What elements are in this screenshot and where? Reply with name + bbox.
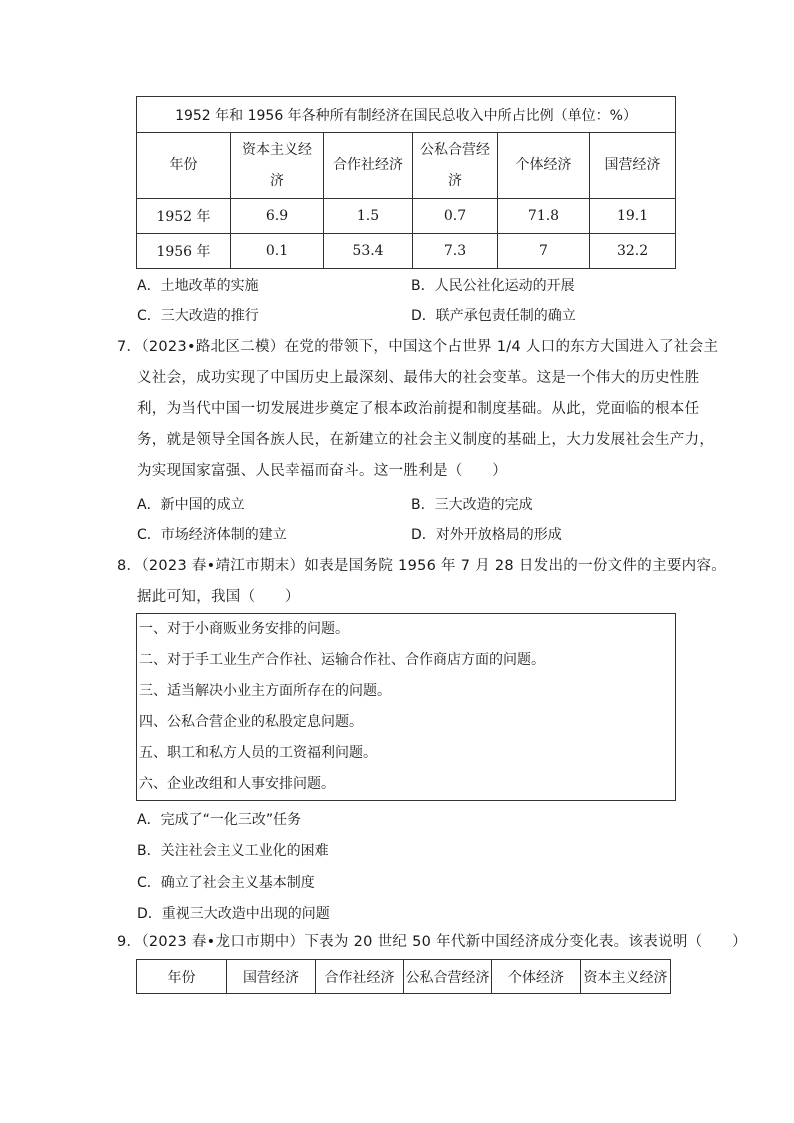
q8-option-b[interactable]: B．关注社会主义工业化的困难	[137, 843, 329, 859]
table-header-cell: 年份	[137, 960, 227, 994]
q7-option-b[interactable]: B．三大改造的完成	[411, 497, 533, 513]
q7-line: 为实现国家富强、人民幸福而奋斗。这一胜利是（ ）	[137, 463, 507, 479]
q9-stem	[117, 927, 747, 958]
economy-table	[136, 959, 671, 994]
q8-option-c[interactable]: C．确立了社会主义基本制度	[137, 875, 315, 891]
q9-line: 9．（2023 春•龙口市期中）下表为 20 世纪 50 年代新中国经济成分变化表。该表说明（ ）	[117, 934, 747, 950]
q6-option-c[interactable]: C．三大改造的推行	[137, 308, 259, 324]
table-header-cell: 公私合营经 济	[413, 133, 498, 199]
income-ratio-table	[136, 96, 676, 269]
table-cell: 32.2	[590, 234, 676, 269]
table-cell: 0.7	[413, 199, 498, 234]
table-cell: 1956 年	[137, 234, 231, 269]
table-header-cell: 资本主义经 济	[231, 133, 324, 199]
table-title: 1952 年和 1956 年各种所有制经济在国民总收入中所占比例（单位：%）	[137, 97, 676, 133]
table-row	[137, 199, 676, 234]
q6-option-d[interactable]: D．联产承包责任制的确立	[411, 308, 576, 324]
q8-option-a[interactable]: A．完成了“一化三改”任务	[137, 812, 302, 828]
q8-box-item: 一、对于小商贩业务安排的问题。	[139, 621, 349, 637]
table-cell: 71.8	[498, 199, 590, 234]
table-header-cell: 个体经济	[492, 960, 581, 994]
q7-line: 利，为当代中国一切发展进步奠定了根本政治前提和制度基础。从此，党面临的根本任	[137, 401, 700, 417]
q8-box-item: 五、职工和私方人员的工资福利问题。	[139, 745, 377, 761]
table-header-row	[137, 960, 671, 994]
q7-option-d[interactable]: D．对外开放格局的形成	[411, 527, 562, 543]
table-header-cell: 合作社经济	[316, 960, 404, 994]
table-cell: 1.5	[324, 199, 413, 234]
q8-box-item: 二、对于手工业生产合作社、运输合作社、合作商店方面的问题。	[139, 652, 545, 668]
table-cell: 1952 年	[137, 199, 231, 234]
table-header-cell: 公私合营经济	[404, 960, 492, 994]
q7-stem	[117, 332, 719, 487]
table-header-cell: 合作社经济	[324, 133, 413, 199]
table-header-row	[137, 133, 676, 199]
q8-box-item: 三、适当解决小业主方面所存在的问题。	[139, 683, 391, 699]
q7-line: 7．（2023•路北区二模）在党的带领下，中国这个占世界 1/4 人口的东方大国进入了社会主	[117, 339, 719, 355]
table-cell: 19.1	[590, 199, 676, 234]
q7-line: 义社会，成功实现了中国历史上最深刻、最伟大的社会变革。这是一个伟大的历史性胜	[137, 370, 700, 386]
table-header-cell: 个体经济	[498, 133, 590, 199]
q8-stem	[117, 551, 727, 613]
q7-line: 务，就是领导全国各族人民，在新建立的社会主义制度的基础上，大力发展社会生产力，	[137, 432, 715, 448]
table-row	[137, 234, 676, 269]
q8-box-item: 四、公私合营企业的私股定息问题。	[139, 714, 363, 730]
table-header-cell: 国营经济	[590, 133, 676, 199]
table-cell: 0.1	[231, 234, 324, 269]
q8-line: 据此可知，我国（ ）	[137, 589, 300, 605]
q6-option-b[interactable]: B．人民公社化运动的开展	[411, 278, 575, 294]
table-cell: 7	[498, 234, 590, 269]
q8-document-box	[136, 613, 676, 801]
q6-option-a[interactable]: A．土地改革的实施	[137, 278, 259, 294]
table-cell: 7.3	[413, 234, 498, 269]
q7-option-a[interactable]: A．新中国的成立	[137, 497, 245, 513]
q8-option-d[interactable]: D．重视三大改造中出现的问题	[137, 906, 330, 922]
table-header-cell: 国营经济	[227, 960, 316, 994]
q8-line: 8．（2023 春•靖江市期末）如表是国务院 1956 年 7 月 28 日发出的一份文件的主要内容。	[117, 558, 727, 574]
q8-box-item: 六、企业改组和人事安排问题。	[139, 776, 335, 792]
table-header-cell: 年份	[137, 133, 231, 199]
table-cell: 53.4	[324, 234, 413, 269]
table-cell: 6.9	[231, 199, 324, 234]
table-header-cell: 资本主义经济	[581, 960, 671, 994]
q7-option-c[interactable]: C．市场经济体制的建立	[137, 527, 287, 543]
